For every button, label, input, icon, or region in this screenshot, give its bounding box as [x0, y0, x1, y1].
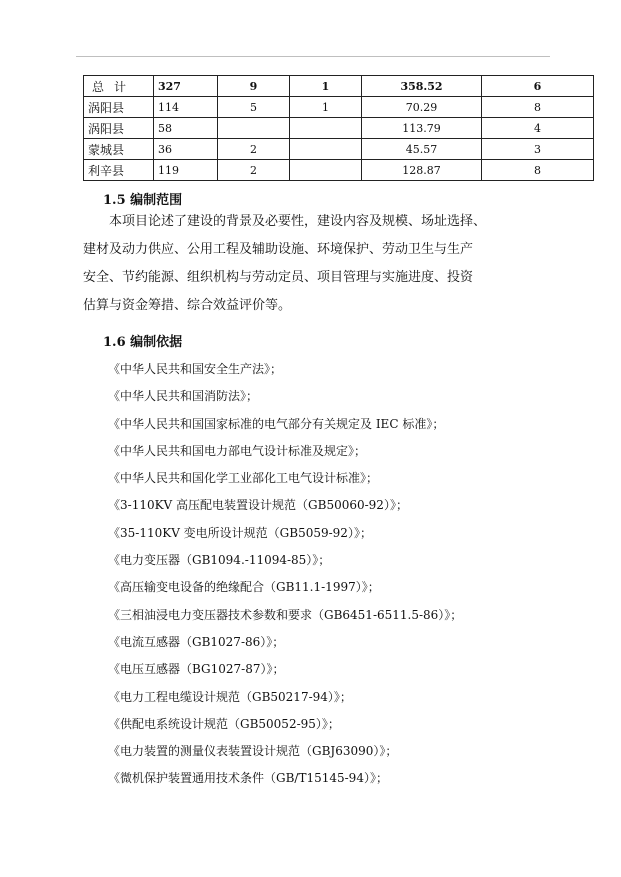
table-cell: 9: [218, 76, 290, 97]
table-row: [84, 97, 594, 118]
table-row: [84, 160, 594, 181]
table-cell: 3: [482, 139, 594, 160]
table-cell: 蒙城县: [84, 139, 154, 160]
reference-item: 《三相油浸电力变压器技术参数和要求（GB6451-6511.5-86）》；: [108, 607, 463, 622]
reference-item: 《供配电系统设计规范（GB50052-95）》；: [108, 716, 340, 731]
table-cell: 6: [482, 76, 594, 97]
table-cell: 119: [154, 160, 218, 181]
table-row: [84, 139, 594, 160]
table-cell: 涡阳县: [84, 118, 154, 139]
table-cell: 358.52: [362, 76, 482, 97]
table-cell: 45.57: [362, 139, 482, 160]
reference-item: 《电压互感器（BG1027-87）》；: [108, 662, 285, 677]
table-cell: 1: [290, 97, 362, 118]
table-cell: 114: [154, 97, 218, 118]
table-cell: [290, 139, 362, 160]
table-cell: 8: [482, 160, 594, 181]
table-cell: 总计: [84, 76, 154, 97]
table-cell: 36: [154, 139, 218, 160]
reference-item: 《中华人民共和国消防法》；: [108, 389, 259, 404]
table-cell: 327: [154, 76, 218, 97]
table-cell: 5: [218, 97, 290, 118]
table-cell: 2: [218, 139, 290, 160]
county-statistics-table: [83, 75, 594, 181]
table-cell: 涡阳县: [84, 97, 154, 118]
reference-item: 《中华人民共和国电力部电气设计标准及规定》；: [108, 443, 367, 458]
table-cell: 利辛县: [84, 160, 154, 181]
reference-item: 《3-110KV 高压配电装置设计规范（GB50060-92）》；: [108, 498, 408, 513]
table-cell: 70.29: [362, 97, 482, 118]
table-row-total: [84, 76, 594, 97]
reference-item: 《电力装置的测量仪表装置设计规范（GBJ63090）》；: [108, 744, 398, 759]
table-cell: 2: [218, 160, 290, 181]
reference-list: [108, 356, 462, 793]
page-header-rule: [76, 56, 550, 57]
reference-item: 《电力变压器（GB1094.-11094-85）》；: [108, 553, 331, 568]
reference-item: 《微机保护装置通用技术条件（GB/T15145-94）》；: [108, 771, 388, 786]
table-cell: [290, 118, 362, 139]
section-heading-scope: 1.5 编制范围: [103, 193, 183, 208]
table-cell: 58: [154, 118, 218, 139]
table-cell: 128.87: [362, 160, 482, 181]
table-cell: 8: [482, 97, 594, 118]
table-cell: [218, 118, 290, 139]
reference-item: 《中华人民共和国国家标准的电气部分有关规定及 IEC 标准》；: [108, 416, 445, 431]
section-heading-basis: 1.6 编制依据: [103, 335, 183, 350]
table-cell: [290, 160, 362, 181]
table-cell: 1: [290, 76, 362, 97]
table-cell: 113.79: [362, 118, 482, 139]
reference-item: 《中华人民共和国安全生产法》；: [108, 362, 283, 376]
reference-item: 《中华人民共和国化学工业部化工电气设计标准》；: [108, 471, 379, 486]
reference-item: 《电力工程电缆设计规范（GB50217-94）》；: [108, 689, 352, 704]
table-row: [84, 118, 594, 139]
reference-item: 《电流互感器（GB1027-86）》；: [108, 634, 285, 649]
scope-paragraph: [83, 208, 553, 320]
paragraph-line: 本项目论述了建设的背景及必要性，建设内容及规模、场址选择、: [109, 214, 487, 229]
paragraph-line: 估算与资金筹措、综合效益评价等。: [83, 298, 292, 313]
table-cell: 4: [482, 118, 594, 139]
paragraph-line: 建材及动力供应、公用工程及辅助设施、环境保护、劳动卫生与生产: [83, 242, 474, 257]
reference-item: 《35-110KV 变电所设计规范（GB5059-92）》；: [108, 525, 372, 540]
paragraph-line: 安全、节约能源、组织机构与劳动定员、项目管理与实施进度、投资: [83, 270, 474, 285]
reference-item: 《高压输变电设备的绝缘配合（GB11.1-1997）》；: [108, 580, 380, 595]
